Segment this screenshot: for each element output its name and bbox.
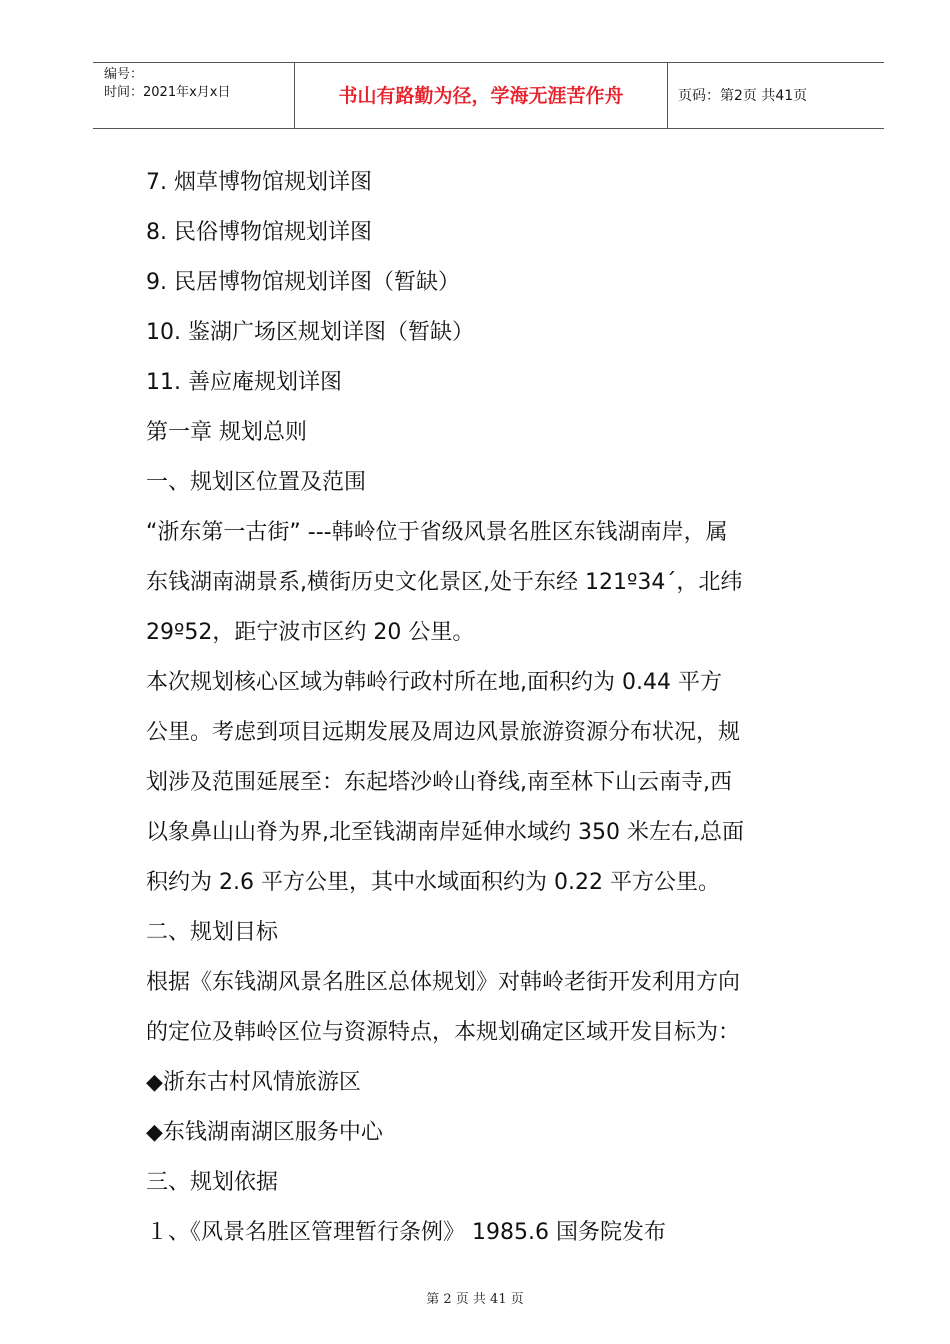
page-header: [93, 62, 884, 129]
paragraph-line: 本次规划核心区域为韩岭行政村所在地,面积约为 0.44 平方: [146, 670, 722, 695]
paragraph-line: 29º52，距宁波市区约 20 公里。: [146, 620, 475, 645]
paragraph-line: 东钱湖南湖景系,横街历史文化景区,处于东经 121º34´，北纬: [146, 570, 743, 595]
paragraph-line: 积约为 2.6 平方公里，其中水域面积约为 0.22 平方公里。: [146, 870, 720, 895]
paragraph-line: 公里。考虑到项目远期发展及周边风景旅游资源分布状况，规: [146, 720, 741, 745]
paragraph-line: 划涉及范围延展至：东起塔沙岭山脊线,南至林下山云南寺,西: [146, 770, 732, 795]
document-body: [146, 158, 846, 1258]
chapter-heading: 第一章 规划总则: [146, 420, 307, 445]
paragraph-line: 以象鼻山山脊为界,北至钱湖南岸延伸水域约 350 米左右,总面: [146, 820, 744, 845]
paragraph-line: “浙东第一古街” ---韩岭位于省级风景名胜区东钱湖南岸，属: [146, 520, 728, 545]
section-heading: 一、规划区位置及范围: [146, 470, 367, 495]
bullet-item: ◆东钱湖南湖区服务中心: [146, 1120, 383, 1145]
bullet-item: ◆浙东古村风情旅游区: [146, 1070, 361, 1095]
paragraph-line: 的定位及韩岭区位与资源特点，本规划确定区域开发目标为：: [146, 1020, 741, 1045]
header-page-info: 页码：第2页 共41页: [678, 88, 808, 104]
toc-item-7: 7. 烟草博物馆规划详图: [146, 170, 372, 195]
header-meta-cell: [93, 63, 295, 129]
toc-item-9: 9. 民居博物馆规划详图（暂缺）: [146, 270, 460, 295]
toc-item-11: 11. 善应庵规划详图: [146, 370, 342, 395]
toc-item-8: 8. 民俗博物馆规划详图: [146, 220, 372, 245]
document-time-label: 时间：2021年x月x日: [104, 85, 231, 100]
header-motto: 书山有路勤为径，学海无涯苦作舟: [295, 63, 668, 129]
section-heading: 三、规划依据: [146, 1170, 279, 1195]
section-heading: 二、规划目标: [146, 920, 279, 945]
page-footer: 第 2 页 共 41 页: [426, 1292, 524, 1307]
document-number-label: 编号：: [104, 67, 144, 82]
toc-item-10: 10. 鉴湖广场区规划详图（暂缺）: [146, 320, 474, 345]
paragraph-line: 根据《东钱湖风景名胜区总体规划》对韩岭老街开发利用方向: [146, 970, 741, 995]
reference-item: １、《风景名胜区管理暂行条例》 1985.6 国务院发布: [146, 1220, 666, 1245]
